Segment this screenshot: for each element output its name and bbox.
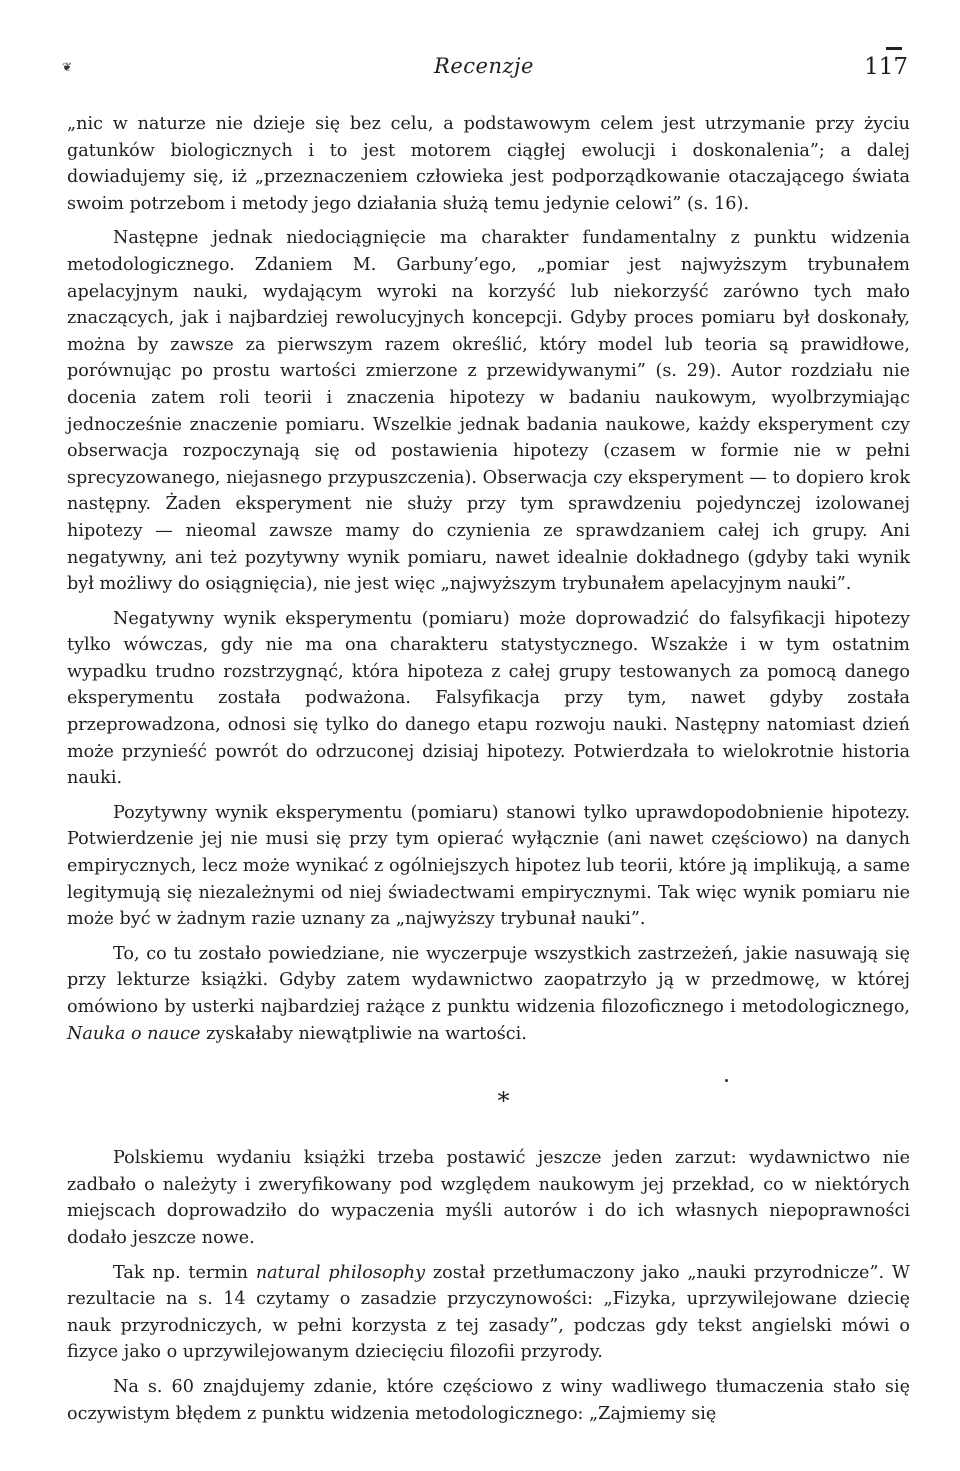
term-natural-philosophy: natural philosophy (255, 1262, 426, 1283)
section-title: Recenzje (434, 54, 534, 78)
paragraph-2: Następne jednak niedociągnięcie ma charakter fundamentalny z punktu widzenia metodologicznego. Zdaniem M. Garbuny’ego, „pomiar jest najwyższym trybunałem apelacyjnym nauki, wydającym wyroki na korzyść lub niekorzyść zarówno tych mało znaczących, jak i najbardziej rewolucyjnych koncepcji. Gdyby proces pomiaru był doskonały, można by zawsze za pierwszym razem określić, który model lub teoria są prawidłowe, porównując po prostu wartości zmierzone z przewidywanymi” (s. 29). Autor rozdziału nie docenia zatem roli teorii i znaczenia hipotezy w badaniu naukowym, wyolbrzymiając jednocześnie znaczenie pomiaru. Wszelkie jednak badania naukowe, każdy eksperyment czy obserwacja rozpoczynają się od postawienia hipotezy (czasem w formie nie w pełni sprecyzowanego, niejasnego przypuszczenia). Obserwacja czy eksperyment — to dopiero krok następny. Żaden eksperyment nie służy przy tym sprawdzeniu pojedynczej izolowanej hipotezy — nieomal zawsze mamy do czynienia ze sprawdzaniem całej ich grupy. Ani negatywny, ani też pozytywny wynik pomiaru, nawet idealnie dokładnego (gdyby taki wynik był możliwy do osiągnięcia), nie jest więc „najwyższym trybunałem apelacyjnym nauki”. (67, 228, 910, 595)
paragraph-1: „nic w naturze nie dzieje się bez celu, a podstawowym celem jest utrzymanie przy życiu gatunków biologicznych i to jest motorem ciągłej ewolucji i doskonalenia”; a dalej dowiadujemy się, iż „przeznaczeniem człowieka jest podporządkowanie otaczającego świata swoim potrzebom i metody jego działania służą temu jedynie celowi” (s. 16). (67, 114, 910, 214)
page-number: 117 (864, 54, 908, 80)
running-header (60, 50, 908, 90)
paragraph-4: Pozytywny wynik eksperymentu (pomiaru) stanowi tylko uprawdopodobnienie hipotezy. Potwierdzenie jej nie musi się przy tym opierać wyłącznie (ani nawet częściowo) na danych empirycznych, lecz może wynikać z ogólniejszych hipotez lub teorii, które ją implikują, a same legitymują się niezależnymi od niej świadectwami empirycznymi. Tak więc wynik pomiaru nie może być w żadnym razie uznany za „najwyższy trybunał nauki”. (67, 802, 910, 930)
paragraph-8: Na s. 60 znajdujemy zdanie, które częściowo z winy wadliwego tłumaczenia stało się oczywistym błędem z punktu widzenia metodologicznego: „Zajmiemy się (67, 1376, 910, 1424)
paragraph-7-text-a: Tak np. termin (113, 1262, 256, 1283)
article-body (67, 111, 910, 1427)
paragraph-3: Negatywny wynik eksperymentu (pomiaru) może doprowadzić do falsyfikacji hipotezy tylko wówczas, gdy nie ma ona charakteru statystycznego. Wszakże i w tym ostatnim wypadku trudno rozstrzygnąć, która hipoteza z całej grupy testowanych za pomocą danego eksperymentu została podważona. Falsyfikacja przy tym, nawet gdyby została przeprowadzona, odnosi się tylko do danego etapu rozwoju nauki. Następny natomiast dzień może przynieść powrót do odrzuconej dzisiaj hipotezy. Potwierdzała to wielokrotnie historia nauki. (67, 608, 910, 789)
ornament-icon: ❦ (62, 60, 73, 74)
section-separator: * (497, 1087, 510, 1116)
paragraph-5-text-b: zyskałaby niewątpliwie na wartości. (200, 1023, 527, 1044)
book-title: Nauka o nauce (67, 1023, 201, 1044)
paragraph-5 (67, 941, 910, 1047)
paragraph-7 (67, 1260, 910, 1366)
print-speck (725, 1079, 728, 1082)
paragraph-5-text-a: To, co tu zostało powiedziane, nie wyczerpuje wszystkich zastrzeżeń, jakie nasuwają się przy lekturze książki. Gdyby zatem wydawnictwo zaopatrzyło ją w przedmowę, w której omówiono by usterki najbardziej rażące z punktu widzenia filozoficznego i metodologicznego, (67, 943, 910, 1017)
header-dash (886, 47, 902, 50)
paragraph-7-text-b: został przetłumaczony jako „nauki przyrodnicze”. W rezultacie na s. 14 czytamy o zasadzie przyczynowości: „Fizyka, uprzywilejowane dziecię nauk przyrodniczych, w pełni korzysta z tej zasady”, podczas gdy tekst angielski mówi o fizyce jako o uprzywilejowanym dziecięciu filozofii przyrody. (67, 1262, 910, 1363)
paragraph-6: Polskiemu wydaniu książki trzeba postawić jeszcze jeden zarzut: wydawnictwo nie zadbało o należyty i zweryfikowany pod względem naukowym jej przekład, co w niektórych miejscach doprowadziło do wypaczenia myśli autorów i do ich własnych niepoprawności dodało jeszcze nowe. (67, 1148, 910, 1248)
